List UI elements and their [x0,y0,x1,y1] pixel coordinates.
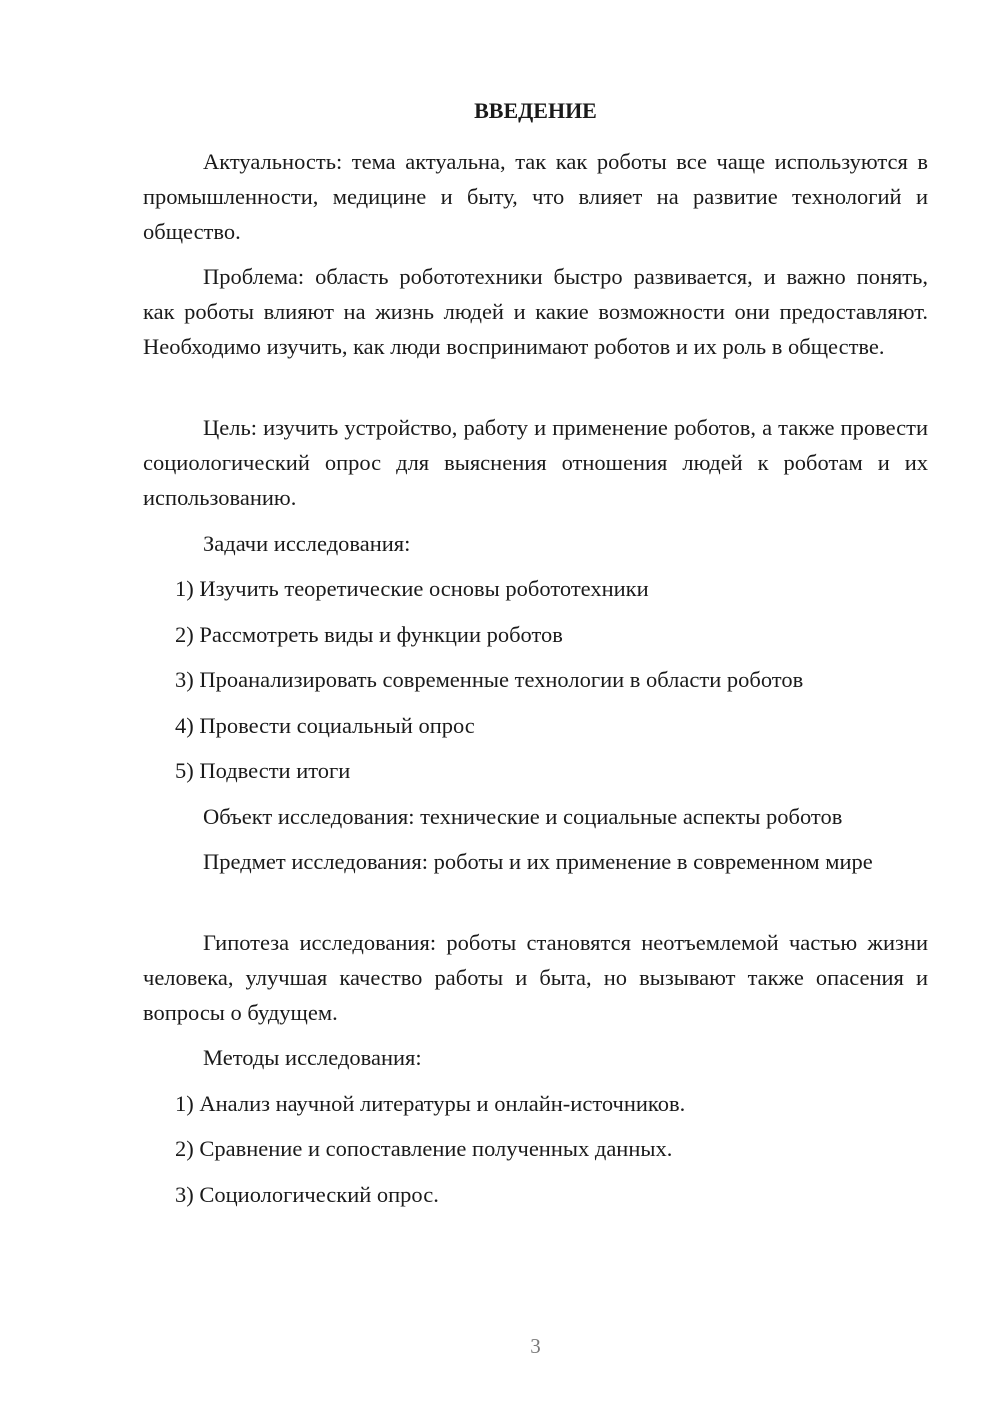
problem-paragraph: Проблема: область робототехники быстро развивается, и важно понять, как роботы влияют на жизнь людей и какие возможности они предоставляют. Необходимо изучить, как люди воспринимают роботов и их роль в обществе. [143,264,928,359]
task-item: 3) Проанализировать современные технологии в области роботов [175,667,804,692]
task-item: 5) Подвести итоги [175,758,351,783]
hypothesis-paragraph: Гипотеза исследования: роботы становятся неотъемлемой частью жизни человека, улучшая качество работы и быта, но вызывают также опасения и вопросы о будущем. [143,930,928,1025]
goal-paragraph: Цель: изучить устройство, работу и применение роботов, а также провести социологический опрос для выяснения отношения людей к роботам и их использованию. [143,415,928,510]
document-page [143,0,928,1414]
method-item: 1) Анализ научной литературы и онлайн-источников. [175,1091,686,1116]
page-number: 3 [530,1334,541,1358]
method-item: 2) Сравнение и сопоставление полученных данных. [175,1136,673,1161]
tasks-heading: Задачи исследования: [203,531,411,556]
methods-heading: Методы исследования: [203,1045,422,1070]
subject-paragraph: Предмет исследования: роботы и их применение в современном мире [203,849,873,874]
relevance-paragraph: Актуальность: тема актуальна, так как роботы все чаще используются в промышленности, медицине и быту, что влияет на развитие технологий и общество. [143,149,928,244]
method-item: 3) Социологический опрос. [175,1182,439,1207]
task-item: 1) Изучить теоретические основы робототехники [175,576,649,601]
task-item: 4) Провести социальный опрос [175,713,475,738]
task-item: 2) Рассмотреть виды и функции роботов [175,622,563,647]
page-title: ВВЕДЕНИЕ [474,98,597,123]
object-paragraph: Объект исследования: технические и социальные аспекты роботов [203,804,843,829]
